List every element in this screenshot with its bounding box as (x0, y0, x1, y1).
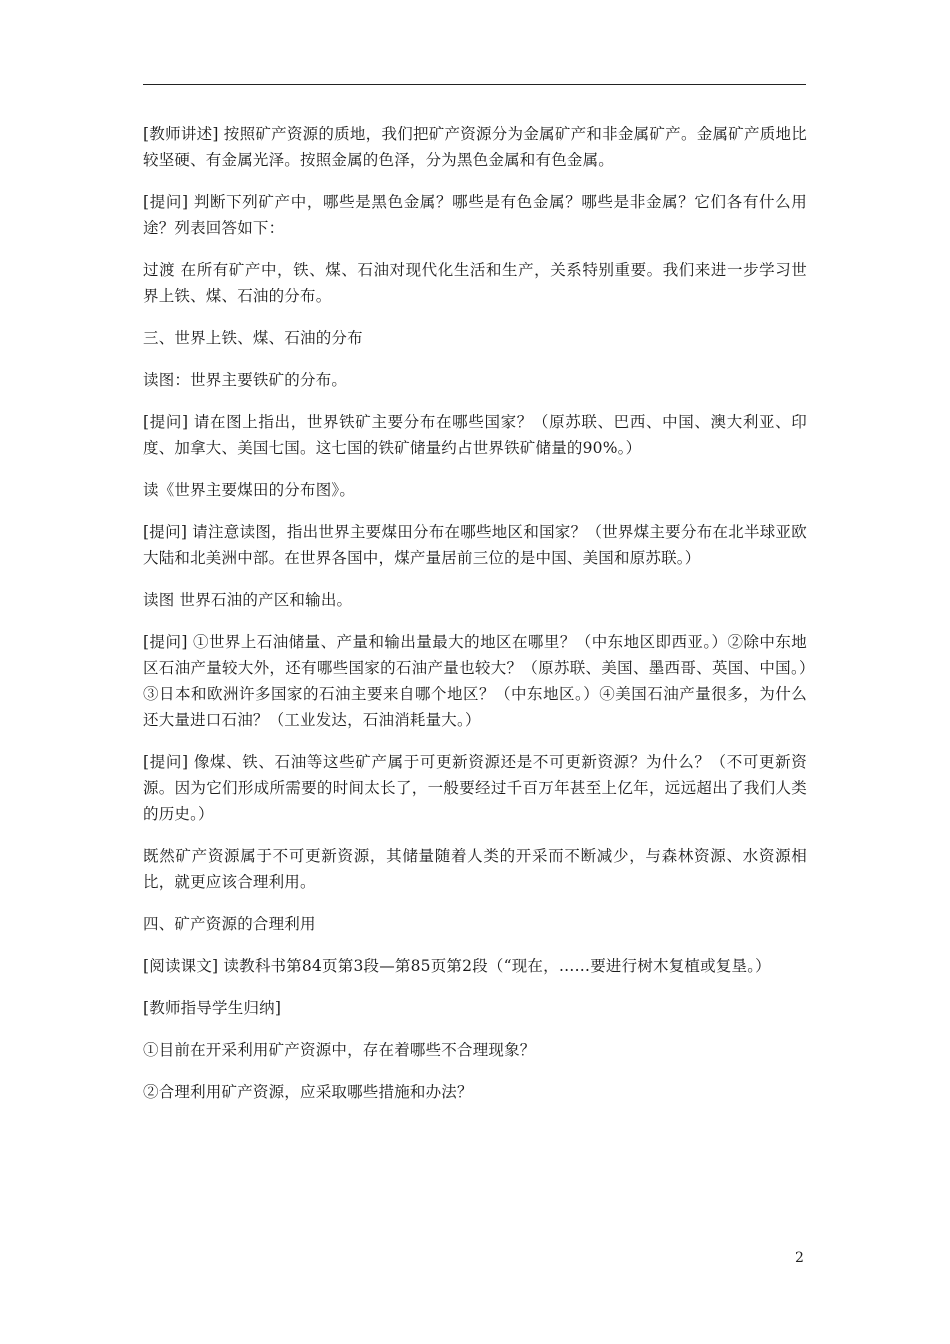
paragraph-read-oil-map: 读图 世界石油的产区和输出。 (143, 591, 353, 609)
paragraph-question-iron: [提问] 请在图上指出，世界铁矿主要分布在哪些国家？（原苏联、巴西、中国、澳大利亚、印度、加拿大、美国七国。这七国的铁矿储量约占世界铁矿储量的90%。） (143, 413, 807, 457)
paragraph-teacher-explanation: [教师讲述] 按照矿产资源的质地，我们把矿产资源分为金属矿产和非金属矿产。金属矿产质地比较坚硬、有金属光泽。按照金属的色泽，分为黑色金属和有色金属。 (143, 125, 807, 169)
paragraph-question-metal-types: [提问] 判断下列矿产中，哪些是黑色金属？哪些是有色金属？哪些是非金属？它们各有什么用途？列表回答如下： (143, 193, 807, 237)
paragraph-question-coal: [提问] 请注意读图，指出世界主要煤田分布在哪些地区和国家？（世界煤主要分布在北半球亚欧大陆和北美洲中部。在世界各国中，煤产量居前三位的是中国、美国和原苏联。） (143, 523, 807, 567)
paragraph-teacher-guide: [教师指导学生归纳] (143, 999, 282, 1017)
paragraph-read-coal-map: 读《世界主要煤田的分布图》。 (143, 481, 356, 499)
paragraph-item-1: ①目前在开采利用矿产资源中，存在着哪些不合理现象？ (143, 1041, 536, 1059)
paragraph-item-2: ②合理利用矿产资源，应采取哪些措施和办法？ (143, 1083, 473, 1101)
paragraph-question-renewable: [提问] 像煤、铁、石油等这些矿产属于可更新资源还是不可更新资源？为什么？（不可更新资源。因为它们形成所需要的时间太长了，一般要经过千百万年甚至上亿年，远远超出了我们人类的历史。） (143, 753, 807, 823)
section-heading-4: 四、矿产资源的合理利用 (143, 915, 316, 933)
header-rule (143, 84, 806, 85)
page-number: 2 (795, 1250, 804, 1266)
paragraph-question-oil: [提问] ①世界上石油储量、产量和输出量最大的地区在哪里？（中东地区即西亚。）②除中东地区石油产量较大外，还有哪些国家的石油产量也较大？（原苏联、美国、墨西哥、英国、中国。）③日本和欧洲许多国家的石油主要来自哪个地区？（中东地区。）④美国石油产量很多，为什么还大量进口石油？（工业发达，石油消耗量大。） (143, 633, 807, 729)
section-heading-3: 三、世界上铁、煤、石油的分布 (143, 329, 363, 347)
paragraph-transition: 过渡 在所有矿产中，铁、煤、石油对现代化生活和生产，关系特别重要。我们来进一步学习世界上铁、煤、石油的分布。 (143, 261, 807, 305)
paragraph-conclusion: 既然矿产资源属于不可更新资源，其储量随着人类的开采而不断减少，与森林资源、水资源相比，就更应该合理利用。 (143, 847, 807, 891)
paragraph-read-textbook: [阅读课文] 读教科书第84页第3段—第85页第2段（“现在，……要进行树木复植或复垦。） (143, 957, 771, 975)
paragraph-read-iron-map: 读图：世界主要铁矿的分布。 (143, 371, 348, 389)
document-body (143, 121, 807, 1121)
